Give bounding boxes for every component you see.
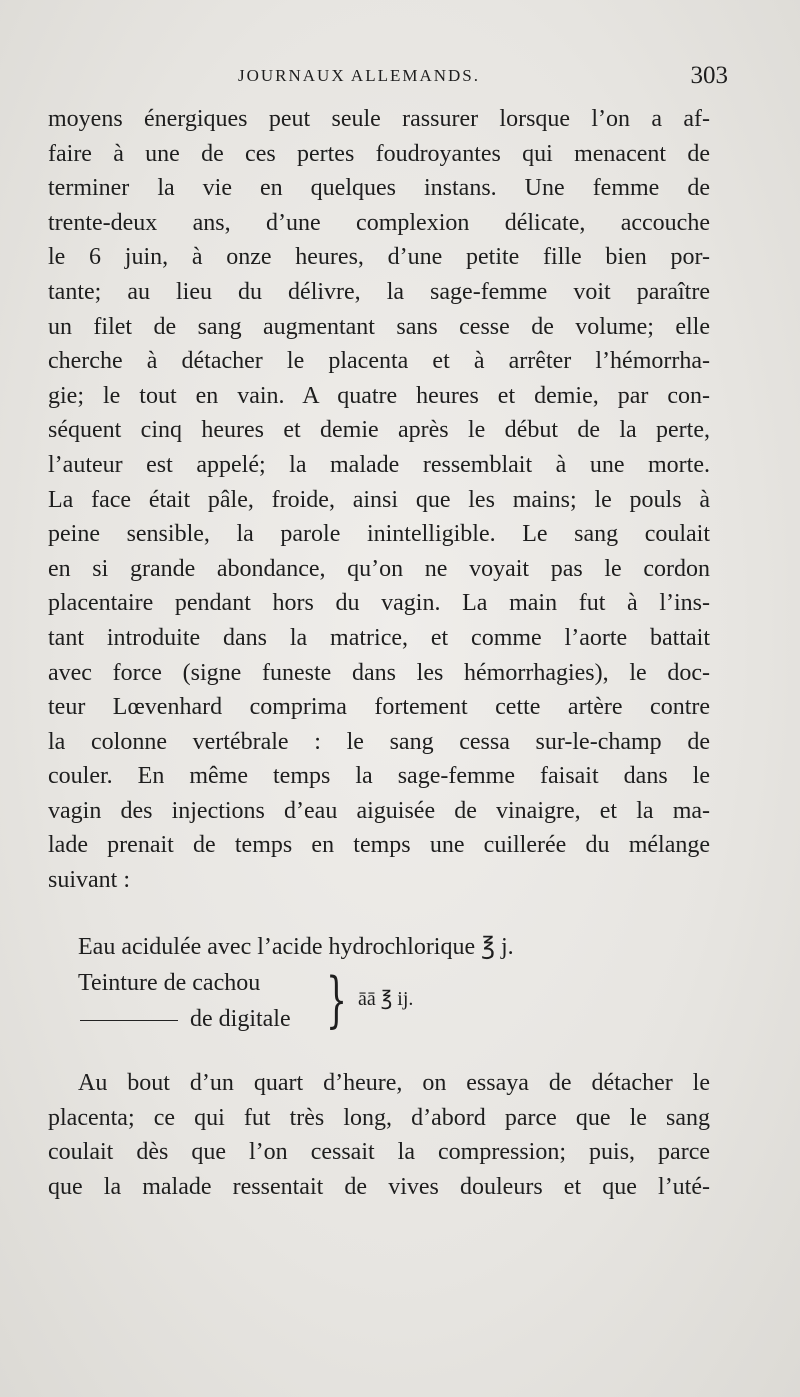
text-line: suivant : xyxy=(48,867,130,894)
formula-line-acid: Eau acidulée avec l’acide hydrochlorique ℥ j. xyxy=(78,934,514,960)
formula-line-cachou: Teinture de cachou xyxy=(78,970,261,996)
text-line: que la malade ressentait de vives douleurs et que l’uté- xyxy=(48,1173,710,1200)
paragraph-2 xyxy=(48,1066,710,1204)
text-line: terminer la vie en quelques instans. Une femme de xyxy=(48,175,710,202)
digitale-label: de digitale xyxy=(190,1006,291,1032)
ditto-dash xyxy=(80,1020,178,1021)
text-line: couler. En même temps la sage-femme faisait dans le xyxy=(48,763,710,790)
text-line: en si grande abondance, qu’on ne voyait pas le cordon xyxy=(48,555,710,582)
text-line: trente-deux ans, d’une complexion délicate, accouche xyxy=(48,209,710,236)
text-line: moyens énergiques peut seule rassurer lorsque l’on a af- xyxy=(48,106,710,132)
formula-dose: āā ℥ ij. xyxy=(358,988,414,1010)
text-line: placenta; ce qui fut très long, d’abord parce que le sang xyxy=(48,1104,710,1131)
text-line: Au bout d’un quart d’heure, on essaya de détacher le xyxy=(78,1070,710,1096)
text-line: un filet de sang augmentant sans cesse de volume; elle xyxy=(48,313,710,340)
text-line: teur Lœvenhard comprima fortement cette artère contre xyxy=(48,694,710,721)
formula-line-digitale xyxy=(78,1006,291,1033)
grouping-brace: } xyxy=(326,965,348,1035)
text-line: le 6 juin, à onze heures, d’une petite fille bien por- xyxy=(48,244,710,271)
text-line: tante; au lieu du délivre, la sage-femme voit paraître xyxy=(48,278,710,305)
text-line: La face était pâle, froide, ainsi que les mains; le pouls à xyxy=(48,486,710,513)
text-line: peine sensible, la parole inintelligible. Le sang coulait xyxy=(48,521,710,548)
text-line: tant introduite dans la matrice, et comme l’aorte battait xyxy=(48,624,710,651)
text-line: cherche à détacher le placenta et à arrêter l’hémorrha- xyxy=(48,348,710,375)
text-line: gie; le tout en vain. A quatre heures et demie, par con- xyxy=(48,382,710,409)
text-line: vagin des injections d’eau aiguisée de vinaigre, et la ma- xyxy=(48,797,710,824)
text-line: la colonne vertébrale : le sang cessa sur-le-champ de xyxy=(48,728,710,755)
text-line: faire à une de ces pertes foudroyantes qui menacent de xyxy=(48,140,710,167)
text-line: avec force (signe funeste dans les hémorrhagies), le doc- xyxy=(48,659,710,686)
paragraph-1 xyxy=(48,102,710,898)
text-line: placentaire pendant hors du vagin. La main fut à l’ins- xyxy=(48,590,710,617)
page-number: 303 xyxy=(690,62,728,89)
text-line: lade prenait de temps en temps une cuillerée du mélange xyxy=(48,832,710,859)
running-title: JOURNAUX ALLEMANDS. xyxy=(238,66,481,85)
text-line: l’auteur est appelé; la malade ressemblait à une morte. xyxy=(48,451,710,478)
text-line: coulait dès que l’on cessait la compression; puis, parce xyxy=(48,1139,710,1166)
text-line: séquent cinq heures et demie après le début de la perte, xyxy=(48,417,710,444)
running-head xyxy=(48,62,728,90)
